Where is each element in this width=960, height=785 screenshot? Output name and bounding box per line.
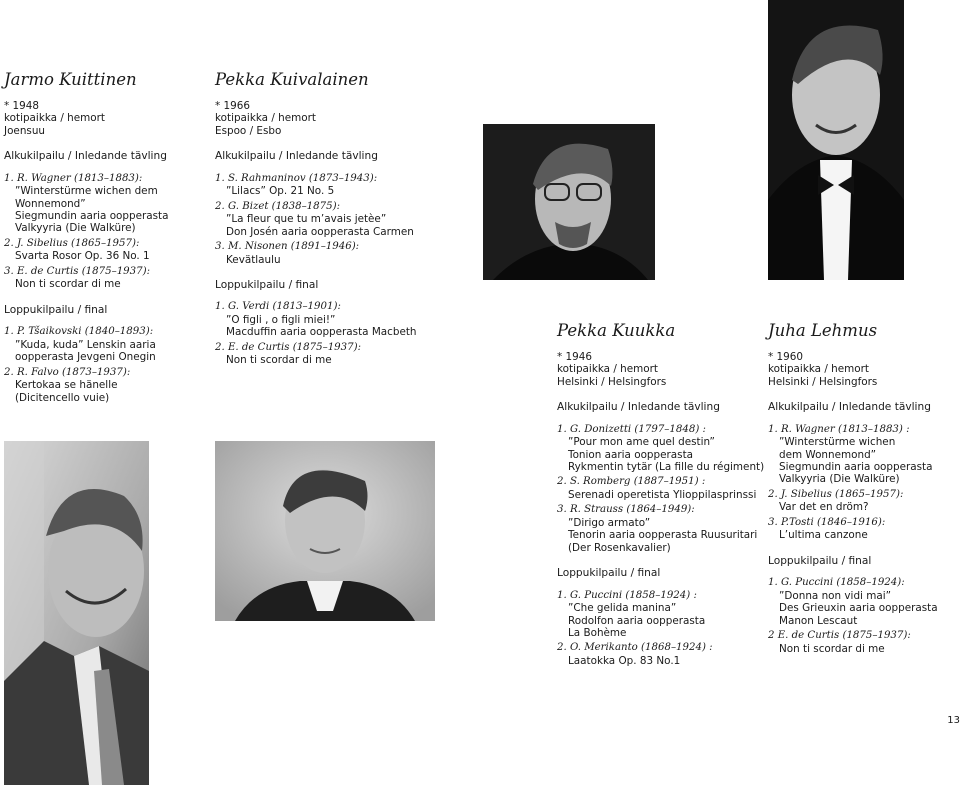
work-line: Wonnemond” (15, 197, 86, 210)
singer-juha-lehmus (768, 321, 958, 658)
bio-line: * 1946 (557, 351, 592, 363)
work-line: Non ti scordar di me (15, 278, 121, 291)
composer-line: 2. G. Bizet (1838–1875): (215, 200, 341, 212)
work-entry (557, 436, 765, 474)
composer-line: 2. E. de Curtis (1875–1937): (215, 341, 362, 353)
singer-name: Juha Lehmus (768, 321, 878, 340)
photo-jarmo-kuittinen (4, 441, 149, 785)
bio-line: * 1948 (4, 100, 39, 112)
work-line: ”Donna non vidi mai” (779, 589, 891, 602)
composer-line: 1. R. Wagner (1813–1883): (4, 172, 143, 184)
composer-line: 2. R. Falvo (1873–1937): (4, 366, 131, 378)
composer-line: 1. G. Puccini (1858–1924) : (557, 589, 697, 601)
work-line: ”Kuda, kuda” Lenskin aaria (15, 338, 156, 351)
page-number: 13 (947, 715, 960, 726)
work-line: Valkyyria (Die Walküre) (15, 222, 136, 235)
composer-line: 2. S. Romberg (1887–1951) : (557, 476, 706, 488)
work-entry (768, 501, 958, 513)
singer-name: Pekka Kuivalainen (215, 70, 369, 89)
work-line: ”Winterstürme wichen (779, 436, 896, 449)
work-line: Manon Lescaut (779, 614, 858, 627)
section-heading: Alkukilpailu / Inledande tävling (768, 401, 931, 414)
work-line: Non ti scordar di me (226, 354, 332, 367)
work-entry (215, 213, 455, 238)
work-line: Valkyyria (Die Walküre) (779, 473, 900, 486)
work-line: ”Dirigo armato” (568, 517, 651, 530)
composer-line: 2. J. Sibelius (1865–1957): (768, 488, 904, 500)
bio-line: * 1960 (768, 351, 803, 363)
work-line: Tenorin aaria oopperasta Ruusuritari (568, 529, 758, 542)
work-line: Svarta Rosor Op. 36 No. 1 (15, 250, 150, 263)
work-entry (4, 379, 204, 404)
composer-line: 2. J. Sibelius (1865–1957): (4, 237, 140, 249)
composer-line: 2. O. Merikanto (1868–1924) : (557, 642, 713, 654)
bio-line: kotipaikka / hemort (215, 112, 316, 125)
work-entry (557, 517, 762, 554)
composer-line: 1. G. Donizetti (1797–1848) : (557, 423, 706, 435)
bio-line: kotipaikka / hemort (557, 363, 658, 376)
work-line: L’ultima canzone (779, 529, 868, 542)
work-entry (4, 278, 204, 290)
composer-line: 3. R. Strauss (1864–1949): (557, 504, 695, 516)
work-line: (Der Rosenkavalier) (568, 541, 671, 554)
work-entry (768, 590, 958, 627)
singer-bio (557, 351, 762, 388)
work-line: Des Grieuxin aaria oopperasta (779, 602, 938, 615)
work-entry (768, 643, 958, 655)
work-line: dem Wonnemond” (779, 448, 877, 461)
composer-line: 1. G. Verdi (1813–1901): (215, 301, 341, 313)
work-entry (768, 529, 958, 541)
work-line: ”Lilacs” Op. 21 No. 5 (226, 185, 335, 198)
singer-jarmo-kuittinen (4, 70, 204, 407)
work-entry (557, 489, 762, 501)
bio-line: Helsinki / Helsingfors (557, 375, 667, 388)
work-entry (4, 250, 204, 262)
work-line: Tonion aaria oopperasta (568, 448, 694, 461)
composer-line: 3. M. Nisonen (1891–1946): (215, 241, 360, 253)
section-heading: Loppukilpailu / final (768, 554, 872, 567)
work-line: Siegmundin aaria oopperasta (15, 210, 169, 223)
work-line: Don Josén aaria oopperasta Carmen (226, 225, 414, 238)
singer-bio (4, 100, 204, 137)
work-entry (215, 254, 455, 266)
composer-line: 3. E. de Curtis (1875–1937): (4, 265, 151, 277)
work-entry (215, 185, 455, 197)
section-heading: Alkukilpailu / Inledande tävling (215, 150, 378, 163)
work-entry (557, 655, 762, 667)
work-line: La Bohème (568, 627, 627, 640)
composer-line: 1. P. Tšaikovski (1840–1893): (4, 326, 154, 338)
work-line: ”Che gelida manina” (568, 602, 677, 615)
work-line: ”Pour mon ame quel destin” (568, 436, 715, 449)
work-entry (4, 339, 204, 364)
work-line: ”Winterstürme wichen dem (15, 185, 158, 198)
composer-line: 1. S. Rahmaninov (1873–1943): (215, 172, 378, 184)
work-line: ”O figli , o figli miei!” (226, 314, 336, 327)
composer-line: 2 E. de Curtis (1875–1937): (768, 630, 911, 642)
singer-pekka-kuivalainen (215, 70, 455, 370)
section-heading: Alkukilpailu / Inledande tävling (4, 150, 167, 163)
work-line: ”La fleur que tu m’avais jetèe” (226, 213, 387, 226)
photo-pekka-kuukka (483, 124, 655, 280)
bio-line: Joensuu (4, 124, 45, 137)
work-entry (215, 314, 455, 339)
work-line: Serenadi operetista Ylioppilasprinssi (568, 489, 757, 502)
work-line: Macduffin aaria oopperasta Macbeth (226, 326, 417, 339)
section-heading: Loppukilpailu / final (215, 279, 319, 292)
work-line: Laatokka Op. 83 No.1 (568, 655, 681, 668)
singer-pekka-kuukka (557, 321, 765, 670)
singer-bio (215, 100, 455, 137)
work-entry (4, 185, 204, 235)
work-line: Kevätlaulu (226, 253, 281, 266)
section-heading: Alkukilpailu / Inledande tävling (557, 401, 720, 414)
singer-name: Jarmo Kuittinen (4, 70, 137, 89)
singer-bio (768, 351, 958, 388)
photo-juha-lehmus (768, 0, 904, 280)
work-line: Non ti scordar di me (779, 642, 885, 655)
work-line: oopperasta Jevgeni Onegin (15, 351, 156, 364)
composer-line: 3. P.Tosti (1846–1916): (768, 516, 886, 528)
work-entry (768, 436, 958, 486)
bio-line: kotipaikka / hemort (768, 363, 869, 376)
singer-name: Pekka Kuukka (557, 321, 676, 340)
work-line: Siegmundin aaria oopperasta (779, 461, 933, 474)
composer-line: 1. G. Puccini (1858–1924): (768, 577, 905, 589)
bio-line: Helsinki / Helsingfors (768, 375, 878, 388)
photo-pekka-kuivalainen (215, 441, 435, 621)
work-entry (557, 602, 762, 639)
work-entry (215, 354, 455, 366)
bio-line: Espoo / Esbo (215, 124, 282, 137)
section-heading: Loppukilpailu / final (4, 303, 108, 316)
bio-line: kotipaikka / hemort (4, 112, 105, 125)
work-line: Kertokaa se hänelle (15, 379, 118, 392)
composer-line: 1. R. Wagner (1813–1883) : (768, 423, 910, 435)
work-line: Var det en dröm? (779, 501, 869, 514)
work-line: Rykmentin tytär (La fille du régiment) (568, 461, 765, 474)
work-line: (Dicitencello vuie) (15, 391, 110, 404)
section-heading: Loppukilpailu / final (557, 567, 661, 580)
work-line: Rodolfon aaria oopperasta (568, 614, 706, 627)
bio-line: * 1966 (215, 100, 250, 112)
